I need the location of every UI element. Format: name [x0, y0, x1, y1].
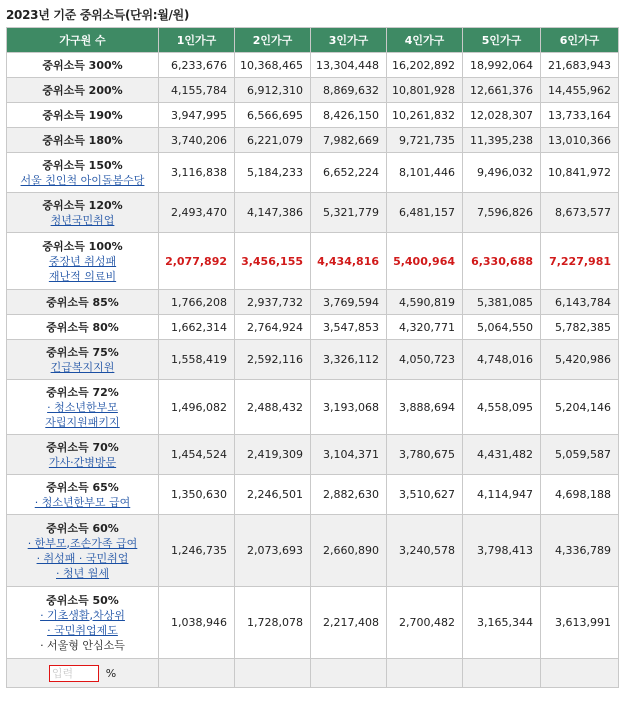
cell-value: 14,455,962: [541, 78, 619, 103]
cell-value: 3,547,853: [311, 315, 387, 340]
result-cell: [235, 659, 311, 688]
table-row: [7, 193, 619, 233]
income-level: 중위소득 80%: [46, 320, 119, 334]
cell-value: 13,733,164: [541, 103, 619, 128]
cell-value: 3,326,112: [311, 340, 387, 380]
row-label: [7, 53, 159, 78]
cell-value: 6,221,079: [235, 128, 311, 153]
program-link[interactable]: 청년국민취업: [50, 213, 115, 227]
row-label: [7, 128, 159, 153]
cell-value: 3,456,155: [235, 233, 311, 290]
table-caption: 2023년 기준 중위소득(단위:월/원): [6, 8, 190, 22]
row-label: [7, 475, 159, 515]
cell-value: 2,217,408: [311, 587, 387, 659]
cell-value: 3,116,838: [159, 153, 235, 193]
cell-value: 1,246,735: [159, 515, 235, 587]
row-label: [7, 380, 159, 435]
income-level: 중위소득 150%: [42, 158, 123, 172]
cell-value: 2,592,116: [235, 340, 311, 380]
income-level: 중위소득 65%: [46, 480, 119, 494]
row-label: [7, 233, 159, 290]
cell-value: 11,395,238: [463, 128, 541, 153]
cell-value: 5,400,964: [387, 233, 463, 290]
table-row: [7, 475, 619, 515]
calculator-cell: [7, 659, 159, 688]
cell-value: 1,728,078: [235, 587, 311, 659]
cell-value: 8,869,632: [311, 78, 387, 103]
program-link[interactable]: · 청소년한부모: [47, 400, 118, 414]
cell-value: 4,748,016: [463, 340, 541, 380]
percent-unit: %: [105, 666, 117, 680]
row-label: [7, 340, 159, 380]
cell-value: 13,304,448: [311, 53, 387, 78]
program-link[interactable]: · 취성패 · 국민취업: [36, 551, 129, 565]
cell-value: 5,321,779: [311, 193, 387, 233]
cell-value: 1,454,524: [159, 435, 235, 475]
table-row: [7, 128, 619, 153]
income-level: 중위소득 50%: [46, 593, 119, 607]
program-link[interactable]: 중장년 취성패: [48, 254, 117, 268]
income-level: 중위소득 72%: [46, 385, 119, 399]
cell-value: 5,782,385: [541, 315, 619, 340]
table-row: [7, 290, 619, 315]
table-row: [7, 340, 619, 380]
cell-value: 1,496,082: [159, 380, 235, 435]
table-row: [7, 380, 619, 435]
cell-value: 8,673,577: [541, 193, 619, 233]
cell-value: 2,488,432: [235, 380, 311, 435]
row-label: [7, 515, 159, 587]
program-link[interactable]: · 국민취업제도: [47, 623, 118, 637]
cell-value: 7,982,669: [311, 128, 387, 153]
header-4-person: 4인가구: [387, 28, 463, 53]
cell-value: 4,590,819: [387, 290, 463, 315]
table-row: [7, 587, 619, 659]
header-row: [7, 28, 619, 53]
cell-value: 10,841,972: [541, 153, 619, 193]
cell-value: 3,740,206: [159, 128, 235, 153]
cell-value: 10,368,465: [235, 53, 311, 78]
cell-value: 3,888,694: [387, 380, 463, 435]
cell-value: 1,350,630: [159, 475, 235, 515]
program-link[interactable]: · 한부모,조손가족 급여: [27, 536, 138, 550]
cell-value: 9,721,735: [387, 128, 463, 153]
cell-value: 6,233,676: [159, 53, 235, 78]
cell-value: 6,912,310: [235, 78, 311, 103]
percent-input[interactable]: [49, 665, 99, 682]
cell-value: 3,947,995: [159, 103, 235, 128]
cell-value: 4,698,188: [541, 475, 619, 515]
cell-value: 6,481,157: [387, 193, 463, 233]
cell-value: 7,596,826: [463, 193, 541, 233]
table-row: [7, 103, 619, 128]
header-3-person: 3인가구: [311, 28, 387, 53]
cell-value: 2,700,482: [387, 587, 463, 659]
cell-value: 2,077,892: [159, 233, 235, 290]
cell-value: 3,613,991: [541, 587, 619, 659]
program-link[interactable]: 가사·간병방문: [48, 455, 117, 469]
cell-value: 9,496,032: [463, 153, 541, 193]
income-level: 중위소득 75%: [46, 345, 119, 359]
cell-value: 3,240,578: [387, 515, 463, 587]
cell-value: 10,261,832: [387, 103, 463, 128]
row-label: [7, 435, 159, 475]
result-cell: [463, 659, 541, 688]
table-row: [7, 315, 619, 340]
income-level: 중위소득 60%: [46, 521, 119, 535]
program-link[interactable]: · 청소년한부모 급여: [34, 495, 131, 509]
income-level: 중위소득 120%: [42, 198, 123, 212]
header-household-size: 가구원 수: [7, 28, 159, 53]
row-label: [7, 193, 159, 233]
cell-value: 5,059,587: [541, 435, 619, 475]
cell-value: 12,028,307: [463, 103, 541, 128]
cell-value: 8,101,446: [387, 153, 463, 193]
cell-value: 3,193,068: [311, 380, 387, 435]
cell-value: 1,558,419: [159, 340, 235, 380]
program-link[interactable]: · 기초생활,차상위: [40, 608, 125, 622]
income-level: 중위소득 70%: [46, 440, 119, 454]
cell-value: 4,320,771: [387, 315, 463, 340]
income-level: 중위소득 300%: [42, 58, 123, 72]
result-cell: [541, 659, 619, 688]
cell-value: 3,165,344: [463, 587, 541, 659]
cell-value: 4,434,816: [311, 233, 387, 290]
income-level: 중위소득 200%: [42, 83, 123, 97]
program-link[interactable]: 자립지원패키지: [45, 415, 120, 429]
table-row-highlighted: [7, 233, 619, 290]
cell-value: 2,660,890: [311, 515, 387, 587]
cell-value: 4,114,947: [463, 475, 541, 515]
cell-value: 6,330,688: [463, 233, 541, 290]
cell-value: 1,038,946: [159, 587, 235, 659]
table-row: [7, 78, 619, 103]
program-link[interactable]: 긴급복지지원: [50, 360, 115, 374]
cell-value: 16,202,892: [387, 53, 463, 78]
cell-value: 6,143,784: [541, 290, 619, 315]
header-2-person: 2인가구: [235, 28, 311, 53]
row-label: [7, 153, 159, 193]
cell-value: 3,510,627: [387, 475, 463, 515]
header-1-person: 1인가구: [159, 28, 235, 53]
row-label: [7, 78, 159, 103]
cell-value: 12,661,376: [463, 78, 541, 103]
cell-value: 6,566,695: [235, 103, 311, 128]
income-level: 중위소득 190%: [42, 108, 123, 122]
table-row: [7, 435, 619, 475]
income-level: 중위소득 85%: [46, 295, 119, 309]
cell-value: 4,050,723: [387, 340, 463, 380]
cell-value: 3,798,413: [463, 515, 541, 587]
cell-value: 2,882,630: [311, 475, 387, 515]
cell-value: 13,010,366: [541, 128, 619, 153]
program-link[interactable]: 재난적 의료비: [48, 269, 117, 283]
cell-value: 5,204,146: [541, 380, 619, 435]
cell-value: 1,766,208: [159, 290, 235, 315]
cell-value: 4,336,789: [541, 515, 619, 587]
cell-value: 6,652,224: [311, 153, 387, 193]
table-row: [7, 515, 619, 587]
cell-value: 3,104,371: [311, 435, 387, 475]
cell-value: 21,683,943: [541, 53, 619, 78]
cell-value: 4,147,386: [235, 193, 311, 233]
cell-value: 8,426,150: [311, 103, 387, 128]
cell-value: 4,155,784: [159, 78, 235, 103]
calculator-row: [7, 659, 619, 688]
row-label: [7, 587, 159, 659]
cell-value: 2,764,924: [235, 315, 311, 340]
cell-value: 10,801,928: [387, 78, 463, 103]
header-5-person: 5인가구: [463, 28, 541, 53]
program-link[interactable]: · 청년 월세: [56, 566, 109, 580]
cell-value: 2,246,501: [235, 475, 311, 515]
result-cell: [311, 659, 387, 688]
cell-value: 7,227,981: [541, 233, 619, 290]
cell-value: 5,381,085: [463, 290, 541, 315]
cell-value: 2,937,732: [235, 290, 311, 315]
result-cell: [159, 659, 235, 688]
cell-value: 5,064,550: [463, 315, 541, 340]
cell-value: 5,184,233: [235, 153, 311, 193]
row-label: [7, 103, 159, 128]
table-row: [7, 53, 619, 78]
cell-value: 1,662,314: [159, 315, 235, 340]
cell-value: 2,419,309: [235, 435, 311, 475]
cell-value: 2,073,693: [235, 515, 311, 587]
cell-value: 2,493,470: [159, 193, 235, 233]
median-income-table: [6, 27, 619, 688]
income-level: 중위소득 100%: [42, 239, 123, 253]
cell-value: 3,780,675: [387, 435, 463, 475]
cell-value: 3,769,594: [311, 290, 387, 315]
result-cell: [387, 659, 463, 688]
income-level: 중위소득 180%: [42, 133, 123, 147]
header-6-person: 6인가구: [541, 28, 619, 53]
table-row: [7, 153, 619, 193]
cell-value: 18,992,064: [463, 53, 541, 78]
cell-value: 4,431,482: [463, 435, 541, 475]
row-label: [7, 290, 159, 315]
row-label: [7, 315, 159, 340]
cell-value: 5,420,986: [541, 340, 619, 380]
program-link[interactable]: 서울 친인척 아이돌봄수당: [20, 173, 145, 187]
cell-value: 4,558,095: [463, 380, 541, 435]
program-text: · 서울형 안심소득: [40, 638, 125, 652]
